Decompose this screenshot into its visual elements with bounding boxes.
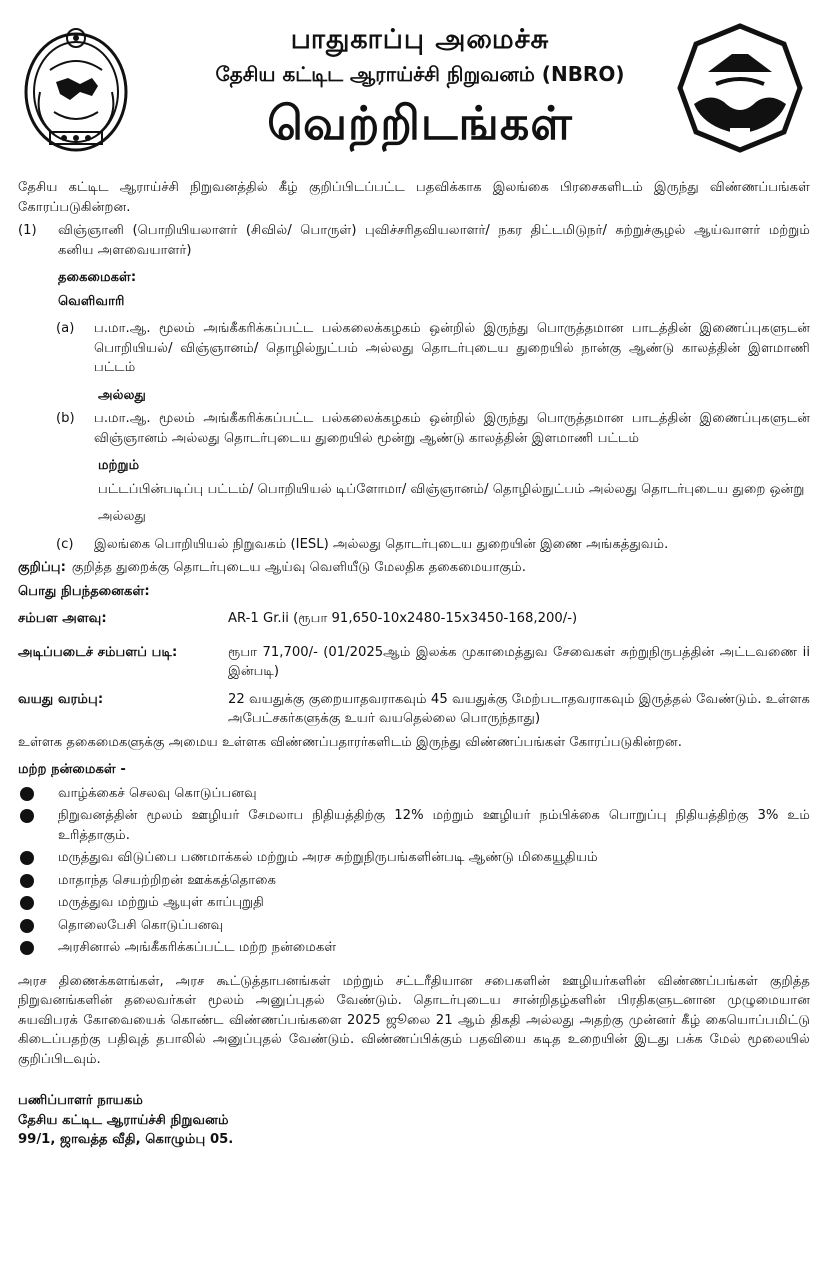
note-row (18, 558, 810, 578)
bullet-icon (20, 787, 34, 801)
list-item: மருத்துவ மற்றும் ஆயுள் காப்புறுதி (18, 893, 810, 913)
internal-note: உள்ளக தகைமைகளுக்கு அமைய உள்ளக விண்ணப்பதாரர்களிடம் இருந்து விண்ணப்பங்கள் கோரப்படுகின்றன. (18, 734, 682, 750)
qualification-b-label: (b) (56, 411, 75, 426)
salary-row (18, 609, 810, 629)
bullet-icon (20, 809, 34, 823)
page-title: வெற்றிடங்கள் (267, 96, 573, 150)
position-row (18, 221, 810, 260)
ministry-name: பாதுகாப்பு அமைச்சு (290, 24, 550, 55)
note-text: குறித்த துறைக்கு தொடர்புடைய ஆய்வு வெளியீடு மேலதிக தகைமையாகும். (71, 560, 526, 575)
age-value: 22 வயதுக்கு குறையாதவராகவும் 45 வயதுக்கு மேற்படாதவராகவும் இருத்தல் வேண்டும். உள்ளக அபேட்சகர்களுக்கு உயர் வயதெல்லை பொருந்தாது) (228, 691, 810, 726)
general-conditions-heading: பொது நிபந்தனைகள்: (18, 583, 150, 599)
list-item: மருத்துவ விடுப்பை பணமாக்கல் மற்றும் அரச சுற்றுநிருபங்களின்படி ஆண்டு மிகையூதியம் (18, 848, 810, 868)
institute-name: தேசிய கட்டிட ஆராய்ச்சி நிறுவனம் (NBRO) (215, 62, 625, 86)
signature-title: பணிப்பாளர் நாயகம் (18, 1093, 144, 1108)
qualification-c-text: இலங்கை பொறியியல் நிறுவகம் (IESL) அல்லது தொடர்புடைய துறையின் இணை அங்கத்துவம். (94, 536, 669, 552)
qualifications-heading: தகைமைகள்: (58, 270, 137, 285)
intro-paragraph: தேசிய கட்டிட ஆராய்ச்சி நிறுவனத்தில் கீழ் குறிப்பிடப்பட்ட பதவிக்காக இலங்கை பிரசைகளிடம் இருந்து விண்ணப்பங்கள் கோரப்படுகின்றன. (18, 180, 810, 215)
basic-salary-value: ரூபா 71,700/- (01/2025ஆம் இலக்க முகாமைத்துவ சேவைகள் சுற்றுநிருபத்தின் அட்டவணை ii இன்படி) (228, 644, 810, 679)
sri-lanka-emblem-icon (20, 22, 132, 154)
bullet-icon (20, 919, 34, 933)
list-item: மாதாந்த செயற்றிறன் ஊக்கத்தொகை (18, 871, 810, 891)
or-connector-2: அல்லது (98, 509, 146, 524)
basic-salary-label: அடிப்படைச் சம்பளப் படி: (18, 644, 178, 660)
qualification-c (56, 535, 810, 555)
qualification-c-label: (c) (56, 536, 74, 552)
signature-institute: தேசிய கட்டிட ஆராய்ச்சி நிறுவனம் (18, 1112, 229, 1128)
bullet-icon (20, 941, 34, 955)
qualification-a-text: ப.மா.ஆ. மூலம் அங்கீகரிக்கப்பட்ட பல்கலைக்கழகம் ஒன்றில் இருந்து பொருத்தமான பாடத்தின் இணைப்புகளுடன் பொறியியல்/ விஞ்ஞானம்/ தொழில்நுட்பம் அல்லது தொடர்புடைய துறையில் நான்கு ஆண்டு காலத்தின் இளமாணி பட்டம் (94, 321, 810, 375)
signature-address: 99/1, ஜாவத்த வீதி, கொழும்பு 05. (18, 1132, 234, 1147)
qualification-b-text: ப.மா.ஆ. மூலம் அங்கீகரிக்கப்பட்ட பல்கலைக்கழகம் ஒன்றில் இருந்து பொருத்தமான பாடத்தின் இணைப்புகளுடன் விஞ்ஞானம் அல்லது தொடர்புடைய துறையில் மூன்று ஆண்டு காலத்தின் இளமாணி பட்டம் (94, 411, 810, 446)
bullet-icon (20, 896, 34, 910)
benefits-list (18, 784, 810, 958)
list-item: தொலைபேசி கொடுப்பனவு (18, 916, 810, 936)
list-item: வாழ்க்கைச் செலவு கொடுப்பனவு (18, 784, 810, 804)
qualification-b-extra: பட்டப்பின்படிப்பு பட்டம்/ பொறியியல் டிப்ளோமா/ விஞ்ஞானம்/ தொழில்நுட்பம் அல்லது தொடர்புடைய துறை ஒன்று (98, 481, 805, 497)
qualification-b (56, 409, 810, 448)
external-heading: வெளிவாரி (58, 293, 125, 309)
bullet-icon (20, 874, 34, 888)
basic-salary-row (18, 643, 810, 682)
or-connector-1: அல்லது (98, 387, 146, 403)
qualification-a-label: (a) (56, 321, 75, 336)
and-connector: மற்றும் (98, 458, 140, 473)
instructions-paragraph: அரச திணைக்களங்கள், அரச கூட்டுத்தாபனங்கள் மற்றும் சட்டரீதியான சபைகளின் ஊழியர்களின் விண்ணப்பங்கள் குறித்த நிறுவனங்களின் தலைவர்கள் மூலம் அனுப்புதல் வேண்டும். தொடர்புடைய சான்றிதழ்களின் பிரதிகளுடனான முழுமையான சுயவிபரக் கோவையைக் கொண்ட விண்ணப்பங்களை 2025 ஜூலை 21 ஆம் திகதி அல்லது அதற்கு முன்னர் கீழ் கையொப்பமிட்டு கிடைப்பதற்கு பதிவுத் தபாலில் அனுப்புதல் வேண்டும். விண்ணப்பிக்கும் பதவியை கடித உறையின் இடது பக்க மேல் மூலையில் குறிப்பிடவும். (18, 973, 810, 1067)
age-label: வயது வரம்பு: (18, 691, 104, 707)
salary-label: சம்பள அளவு: (18, 611, 107, 626)
signature-block (18, 1091, 810, 1150)
age-row (18, 690, 810, 729)
list-item: அரசினால் அங்கீகரிக்கப்பட்ட மற்ற நன்மைகள் (18, 938, 810, 958)
list-item: நிறுவனத்தின் மூலம் ஊழியர் சேமலாப நிதியத்திற்கு 12% மற்றும் ஊழியர் நம்பிக்கை பொறுப்பு நிதியத்திற்கு 3% உம் உரித்தாகும். (18, 806, 810, 845)
qualification-a (56, 319, 810, 378)
position-title: விஞ்ஞானி (பொறியியலாளர் (சிவில்/ பொருள்) புவிச்சரிதவியலாளர்/ நகர திட்டமிடுநர்/ சுற்றுச்சூழல் ஆய்வாளர் மற்றும் கனிய அளவையாளர்) (58, 223, 810, 258)
position-number: (1) (18, 223, 37, 238)
salary-value: AR-1 Gr.ii (ரூபா 91,650-10x2480-15x3450-168,200/-) (228, 611, 578, 626)
header (0, 0, 828, 172)
note-label: குறிப்பு: (18, 560, 66, 575)
benefits-heading: மற்ற நன்மைகள் - (18, 762, 126, 777)
main-content (18, 178, 810, 1150)
bullet-icon (20, 851, 34, 865)
nbro-logo-icon (672, 18, 808, 158)
